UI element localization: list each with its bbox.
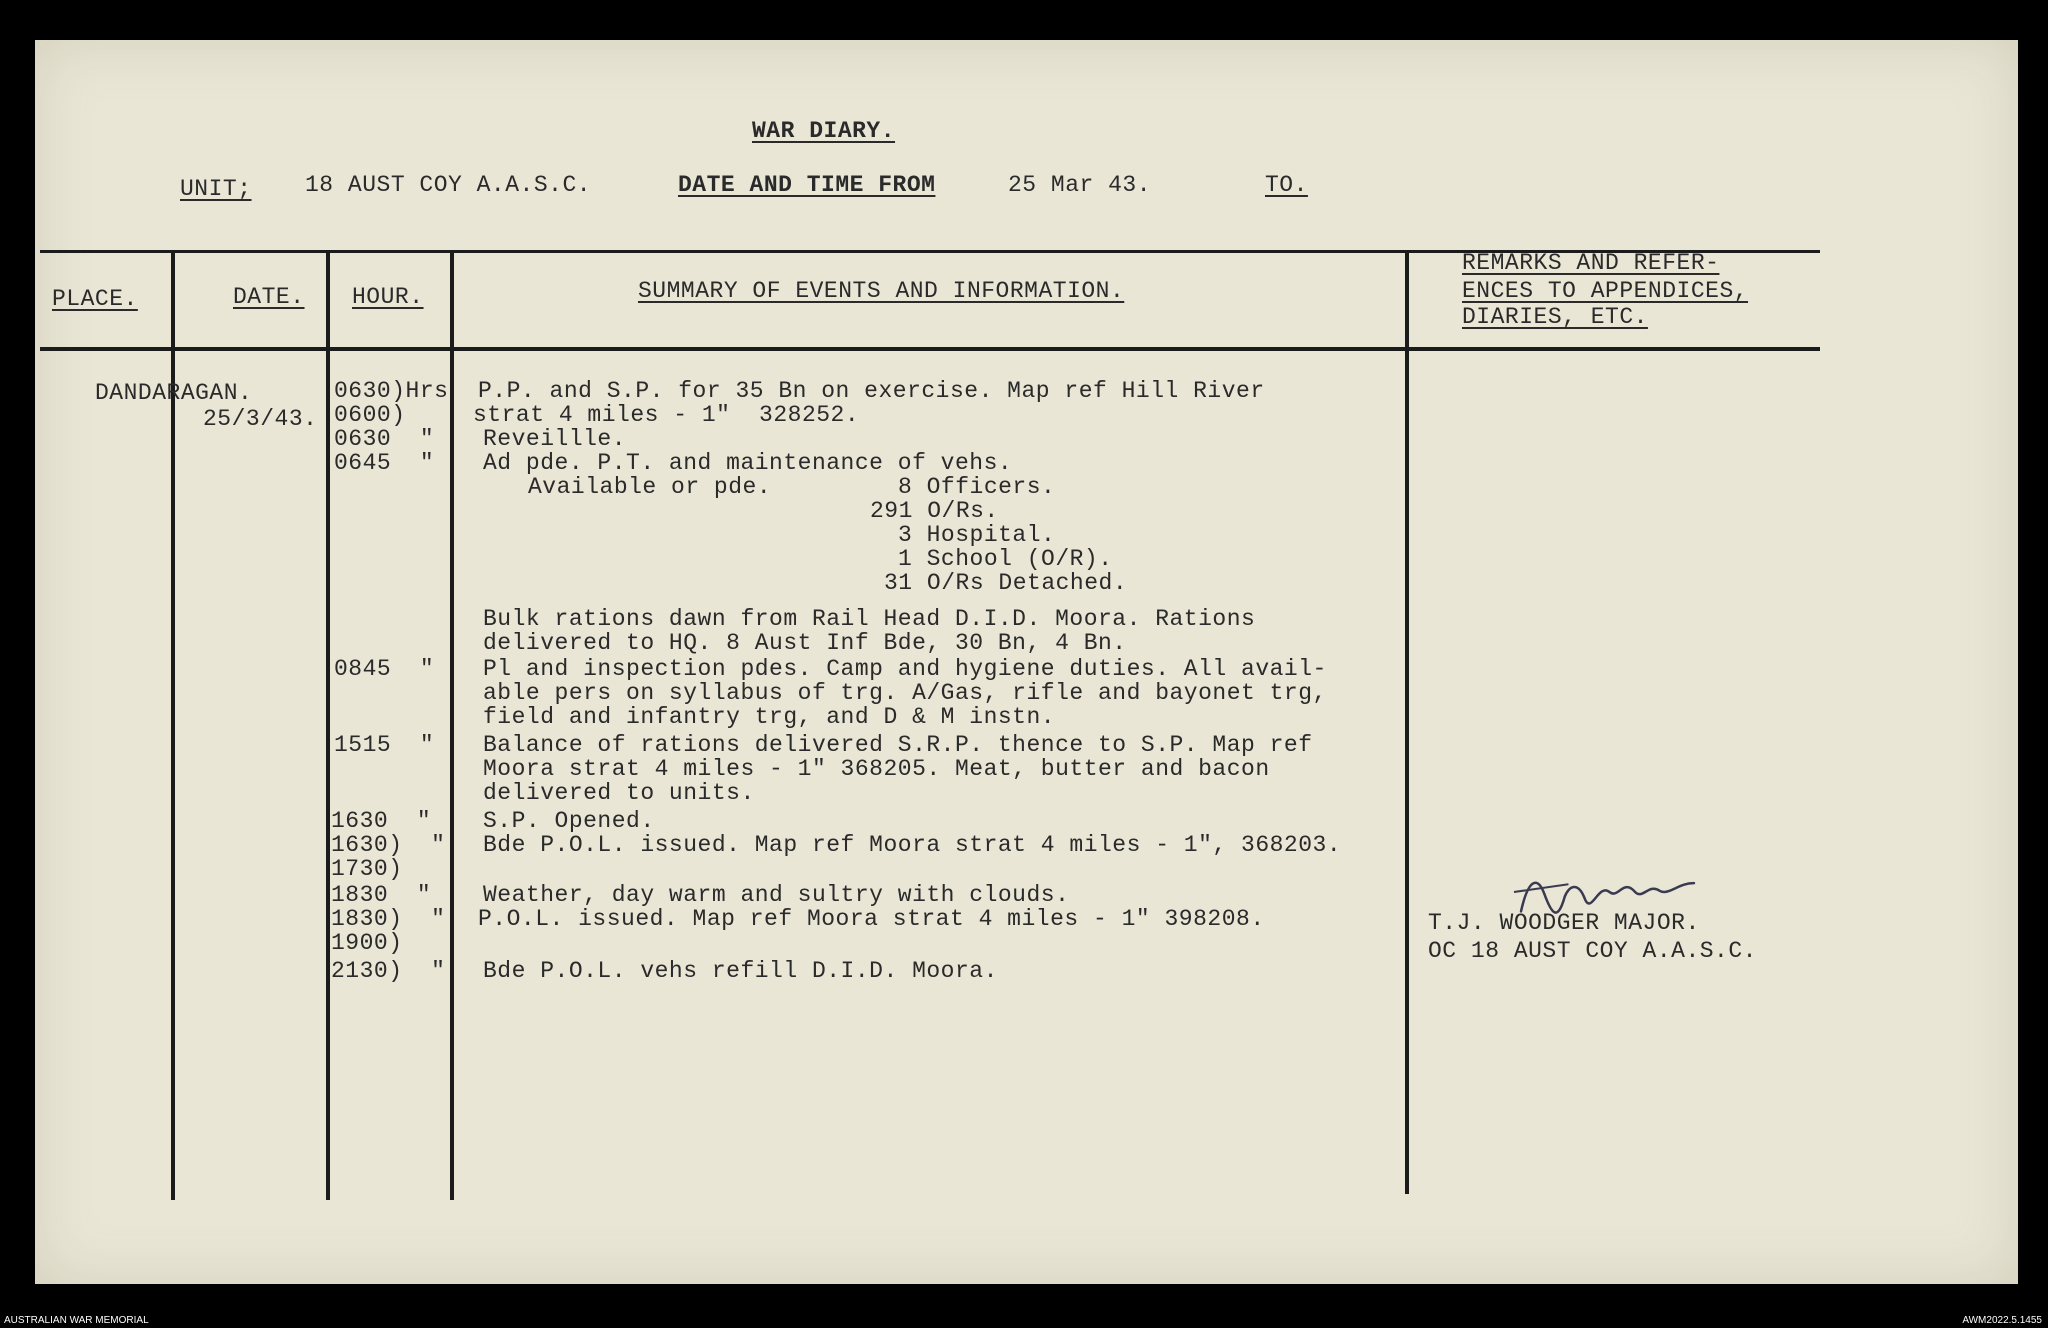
summary-line: field and infantry trg, and D & M instn. [483, 704, 1056, 730]
strength-line: 291 O/Rs. [870, 498, 999, 524]
footer-accession: AWM2022.5.1455 [1962, 1315, 2042, 1326]
summary-line: Ad pde. P.T. and maintenance of vehs. [483, 450, 1013, 476]
to-label: TO. [1265, 172, 1308, 198]
summary-line: Bde P.O.L. vehs refill D.I.D. Moora. [483, 958, 998, 984]
column-header-date: DATE. [233, 284, 305, 310]
unit-value: 18 AUST COY A.A.S.C. [305, 172, 592, 198]
column-header-remarks-line2: ENCES TO APPENDICES, [1462, 278, 1749, 304]
hour-entry: 1630 " [331, 808, 432, 834]
hour-entry: 0600) [334, 402, 406, 428]
unit-label: UNIT; [180, 176, 252, 202]
summary-line: delivered to HQ. 8 Aust Inf Bde, 30 Bn, 4 Bn. [483, 630, 1127, 656]
footer-source: AUSTRALIAN WAR MEMORIAL [4, 1315, 149, 1326]
summary-line: Weather, day warm and sultry with clouds. [483, 882, 1070, 908]
hour-entry: 1900) [331, 930, 403, 956]
column-header-place: PLACE. [52, 286, 138, 312]
summary-line: S.P. Opened. [483, 808, 655, 834]
column-divider-summary [1405, 252, 1409, 1194]
date-from: 25 Mar 43. [1008, 172, 1152, 198]
hour-entry: 1515 " [334, 732, 435, 758]
hour-entry: 0630 " [334, 426, 435, 452]
header-bottom-rule [40, 347, 1820, 351]
summary-line: P.O.L. issued. Map ref Moora strat 4 miles - 1" 398208. [478, 906, 1265, 932]
diary-title: WAR DIARY. [752, 118, 896, 144]
strength-line: 3 Hospital. [898, 522, 1056, 548]
hour-entry: 0845 " [334, 656, 435, 682]
summary-line: Pl and inspection pdes. Camp and hygiene duties. All avail- [483, 656, 1327, 682]
summary-line: Available or pde. [528, 474, 772, 500]
hour-entry: 0645 " [334, 450, 435, 476]
column-header-remarks-line3: DIARIES, ETC. [1462, 304, 1648, 330]
summary-line: Reveillle. [483, 426, 627, 452]
hour-entry: 2130) " [331, 958, 446, 984]
summary-line: Balance of rations delivered S.R.P. thence to S.P. Map ref [483, 732, 1313, 758]
strength-line: 31 O/Rs Detached. [884, 570, 1128, 596]
summary-line: strat 4 miles - 1" 328252. [473, 402, 860, 428]
summary-line: Bde P.O.L. issued. Map ref Moora strat 4 miles - 1", 368203. [483, 832, 1342, 858]
date-time-label: DATE AND TIME FROM [678, 172, 936, 198]
hour-entry: 1730) [331, 856, 403, 882]
signature-name: T.J. WOODGER MAJOR. [1428, 910, 1700, 936]
column-divider-hour [450, 252, 454, 1200]
strength-line: 1 School (O/R). [898, 546, 1113, 572]
summary-line: P.P. and S.P. for 35 Bn on exercise. Map ref Hill River [478, 378, 1265, 404]
column-header-remarks-line1: REMARKS AND REFER- [1462, 250, 1720, 276]
entry-place: DANDARAGAN. [95, 380, 253, 406]
hour-entry: 1630) " [331, 832, 446, 858]
entry-date: 25/3/43. [203, 406, 318, 432]
summary-line: Bulk rations dawn from Rail Head D.I.D. Moora. Rations [483, 606, 1256, 632]
column-header-hour: HOUR. [352, 284, 424, 310]
summary-line: able pers on syllabus of trg. A/Gas, rifle and bayonet trg, [483, 680, 1327, 706]
hour-entry: 1830 " [331, 882, 432, 908]
column-header-summary: SUMMARY OF EVENTS AND INFORMATION. [638, 278, 1125, 304]
hour-entry: 1830) " [331, 906, 446, 932]
summary-line: Moora strat 4 miles - 1" 368205. Meat, butter and bacon [483, 756, 1270, 782]
signature-unit: OC 18 AUST COY A.A.S.C. [1428, 938, 1757, 964]
strength-line: 8 Officers. [898, 474, 1056, 500]
summary-line: delivered to units. [483, 780, 755, 806]
column-divider-date [326, 252, 330, 1200]
hour-entry: 0630)Hrs [334, 378, 449, 404]
